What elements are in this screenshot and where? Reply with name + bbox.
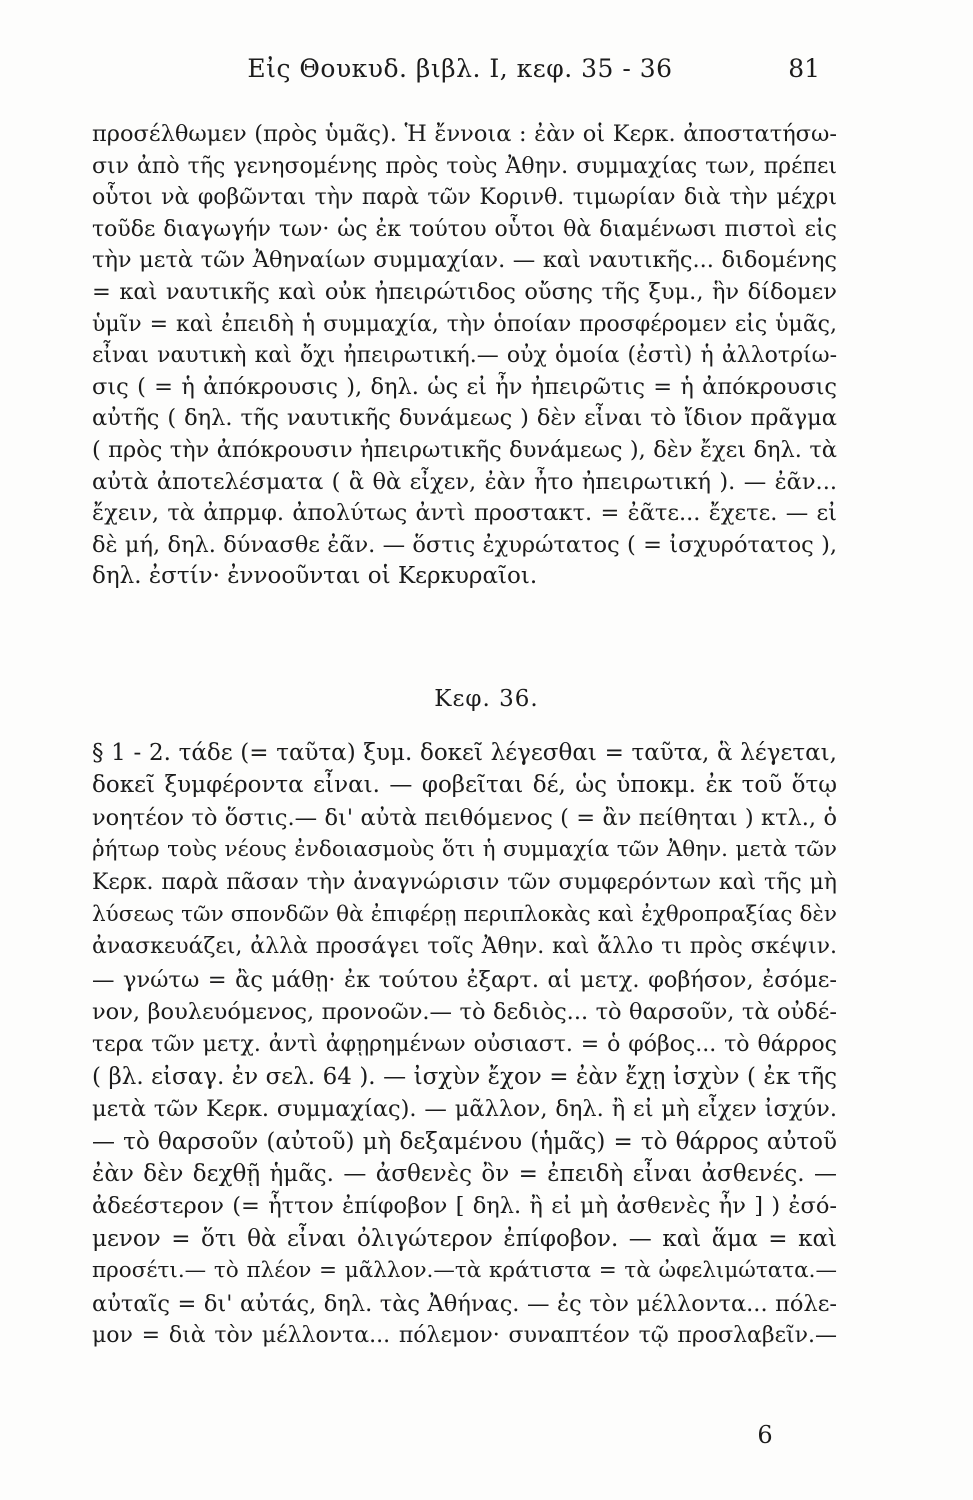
signature-mark: 6 — [757, 1421, 773, 1449]
text-line: = καὶ ναυτικῆς καὶ οὐκ ἠπειρώτιδος οὔσης τῆς ξυμ., ἣν δίδομεν — [92, 278, 837, 305]
text-line: μον = διὰ τὸν μέλλοντα... πόλεμον· συναπτέον τῷ προσλαβεῖν.— — [92, 1323, 837, 1349]
text-line: νοητέον τὸ ὅστις.— δι' αὐτὰ πειθόμενος ( = ἂν πείθηται ) κτλ., ὁ — [92, 804, 837, 831]
commentary-paragraph-ch35 — [92, 119, 837, 593]
text-line: δὲ μή, δηλ. δύνασθε ἐᾶν. — ὅστις ἐχυρώτατος ( = ἰσχυρότατος ), — [92, 531, 837, 558]
text-line: ἀδεέστερον (= ἧττον ἐπίφοβον [ δηλ. ἢ εἰ μὴ ἀσθενὲς ἦν ] ) ἐσό- — [92, 1193, 837, 1220]
text-line: οὗτοι νὰ φοβῶνται τὴν παρὰ τῶν Κορινθ. τιμωρίαν διὰ τὴν μέχρι — [92, 185, 837, 211]
text-line: — γνώτω = ἂς μάθῃ· ἐκ τούτου ἐξαρτ. αἱ μετχ. φοβήσον, ἐσόμε- — [92, 966, 837, 993]
text-line: σις ( = ἡ ἀπόκρουσις ), δηλ. ὡς εἰ ἦν ἠπειρῶτις = ἡ ἀπόκρουσις — [92, 373, 837, 400]
text-line: ἔχειν, τὰ ἀπρμφ. ἀπολύτως ἀντὶ προστακτ. = ἐᾶτε... ἔχετε. — εἰ — [92, 500, 837, 527]
page-number: 81 — [788, 54, 820, 83]
text-line: ( βλ. εἰσαγ. ἐν σελ. 64 ). — ἰσχὺν ἔχον = ἐὰν ἔχῃ ἰσχὺν ( ἐκ τῆς — [92, 1063, 837, 1090]
text-line: προσέλθωμεν (πρὸς ὑμᾶς). Ἡ ἔννοια : ἐὰν οἱ Κερκ. ἀποστατήσω- — [92, 121, 837, 147]
text-line: προσέτι.— τὸ πλέον = μᾶλλον.—τὰ κράτιστα = τὰ ὠφελιμώτατα.— — [92, 1258, 837, 1284]
text-line: αὐτῆς ( δηλ. τῆς ναυτικῆς δυνάμεως ) δὲν εἶναι τὸ ἴδιον πρᾶγμα — [92, 405, 837, 432]
text-line: ἀνασκευάζει, ἀλλὰ προσάγει τοῖς Ἀθην. καὶ ἄλλο τι πρὸς σκέψιν. — [92, 934, 837, 960]
running-head: Εἰς Θουκυδ. βιβλ. Ι, κεφ. 35 - 36 — [247, 54, 673, 83]
text-line: ( πρὸς τὴν ἀπόκρουσιν ἠπειρωτικῆς δυνάμεως ), δὲν ἔχει δηλ. τὰ — [92, 436, 837, 463]
text-line: τερα τῶν μετχ. ἀντὶ ἀφῃρημένων οὐσιαστ. = ὁ φόβος... τὸ θάρρος — [92, 1031, 837, 1057]
text-line: λύσεως τῶν σπονδῶν θὰ ἐπιφέρῃ περιπλοκὰς καὶ ἐχθροπραξίας δὲν — [92, 901, 837, 927]
text-line: σιν ἀπὸ τῆς γενησομένης πρὸς τοὺς Ἀθην. συμμαχίας των, πρέπει — [92, 153, 837, 179]
text-line: τοῦδε διαγωγήν των· ὡς ἐκ τούτου οὗτοι θὰ διαμένωσι πιστοὶ εἰς — [92, 216, 837, 242]
text-line: εἶναι ναυτικὴ καὶ ὄχι ἠπειρωτική.— οὐχ ὁμοία (ἐστὶ) ἡ ἀλλοτρίω- — [92, 343, 837, 369]
text-line: ἐὰν δὲν δεχθῇ ἡμᾶς. — ἀσθενὲς ὂν = ἐπειδὴ εἶναι ἀσθενές. — — [92, 1161, 837, 1188]
text-line: § 1 - 2. τάδε (= ταῦτα) ξυμ. δοκεῖ λέγεσθαι = ταῦτα, ἃ λέγεται, — [92, 740, 837, 766]
text-line: τὴν μετὰ τῶν Ἀθηναίων συμμαχίαν. — καὶ ναυτικῆς... διδομένης — [92, 247, 837, 274]
text-line: — τὸ θαρσοῦν (αὐτοῦ) μὴ δεξαμένου (ἡμᾶς) = τὸ θάρρος αὐτοῦ — [92, 1128, 837, 1155]
text-line: αὐταῖς = δι' αὐτάς, δηλ. τὰς Ἀθήνας. — ἐς τὸν μέλλοντα... πόλε- — [92, 1290, 837, 1317]
text-line: ῥήτωρ τοὺς νέους ἐνδοιασμοὺς ὅτι ἡ συμμαχία τῶν Ἀθην. μετὰ τῶν — [92, 837, 837, 863]
text-line: μενον = ὅτι θὰ εἶναι ὀλιγώτερον ἐπίφοβον. — καὶ ἅμα = καὶ — [92, 1225, 837, 1252]
text-line: νον, βουλευόμενος, προνοῶν.— τὸ δεδιὸς... τὸ θαρσοῦν, τὰ οὐδέ- — [92, 999, 837, 1026]
text-line: μετὰ τῶν Κερκ. συμμαχίας). — μᾶλλον, δηλ. ἢ εἰ μὴ εἶχεν ἰσχύν. — [92, 1096, 837, 1123]
text-line: ὑμῖν = καὶ ἐπειδὴ ἡ συμμαχία, τὴν ὁποίαν προσφέρομεν εἰς ὑμᾶς, — [92, 311, 837, 337]
commentary-paragraph-ch36 — [92, 737, 837, 1352]
chapter-heading: Κεφ. 36. — [434, 686, 539, 712]
text-line: Κερκ. παρὰ πᾶσαν τὴν ἀναγνώρισιν τῶν συμφερόντων καὶ τῆς μὴ — [92, 869, 837, 895]
text-line: δοκεῖ ξυμφέροντα εἶναι. — φοβεῖται δέ, ὡς ὑποκμ. ἐκ τοῦ ὅτῳ — [92, 772, 837, 799]
text-line: δηλ. ἐστίν· ἐννοοῦνται οἱ Κερκυραῖοι. — [92, 563, 538, 590]
page-header — [90, 54, 830, 94]
text-line: αὐτὰ ἀποτελέσματα ( ἃ θὰ εἶχεν, ἐὰν ἦτο ἠπειρωτική ). — ἐᾶν... — [92, 468, 837, 495]
